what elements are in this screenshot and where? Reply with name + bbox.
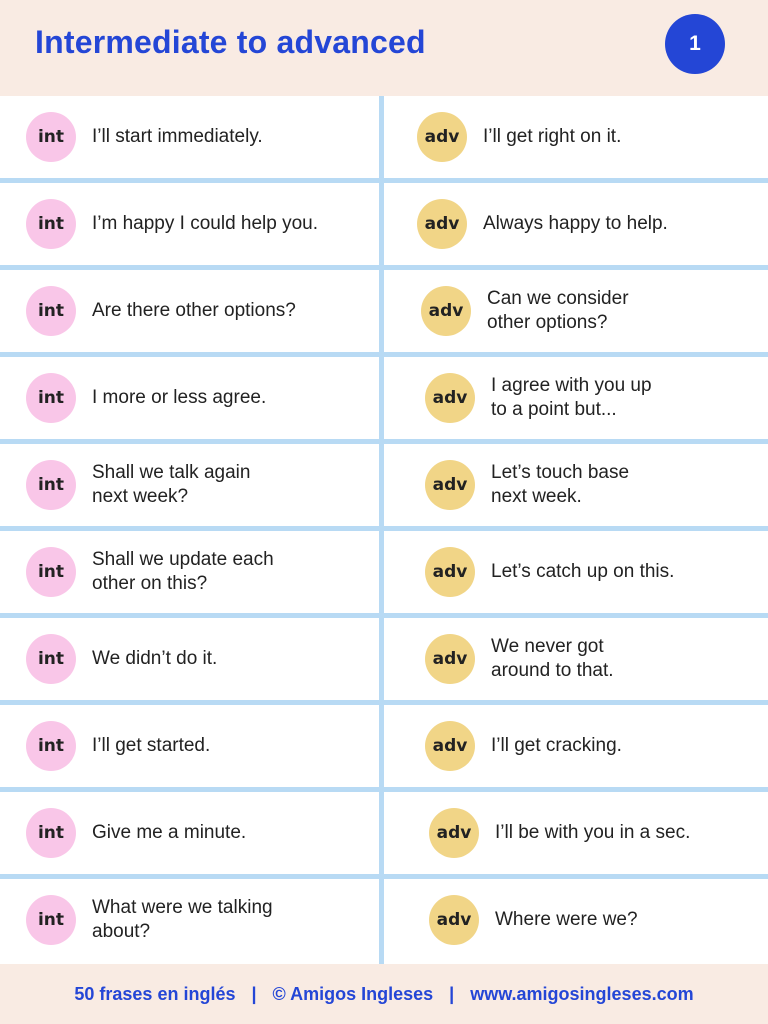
adv-phrase-text: Always happy to help. [483,213,668,234]
adv-badge: adv [429,895,479,945]
adv-badge: adv [417,112,467,162]
int-phrase-row [26,183,376,265]
adv-phrase-row [425,531,760,613]
int-phrase-row [26,531,376,613]
int-phrase-row [26,444,376,526]
adv-badge: adv [417,199,467,249]
adv-phrase-row [429,879,760,961]
adv-phrase-row [417,183,760,265]
int-phrase-row [26,357,376,439]
int-phrase-text: I’ll get started. [92,735,211,756]
adv-phrase-text: Can we consider other options? [487,288,629,333]
page-title: Intermediate to advanced [35,24,426,60]
footer-separator: | [449,983,455,1004]
int-badge: int [26,199,76,249]
int-phrase-text: Shall we update each other on this? [92,549,274,594]
adv-phrase-text: I’ll be with you in a sec. [495,822,691,843]
adv-badge: adv [425,547,475,597]
adv-badge: adv [421,286,471,336]
int-badge: int [26,547,76,597]
page-header [0,0,768,96]
adv-phrase-text: Let’s catch up on this. [491,561,675,582]
adv-phrase-row [425,444,760,526]
footer-website: www.amigosingleses.com [470,983,694,1004]
int-phrase-row [26,618,376,700]
adv-phrase-row [429,792,760,874]
adv-badge: adv [425,373,475,423]
adv-badge: adv [425,721,475,771]
int-phrase-row [26,705,376,787]
phrase-table [0,96,768,964]
adv-badge: adv [429,808,479,858]
int-phrase-row [26,96,376,178]
int-phrase-text: Shall we talk again next week? [92,462,251,507]
int-phrase-text: Give me a minute. [92,822,247,843]
adv-phrase-text: We never got around to that. [491,636,614,681]
footer-title: 50 frases en inglés [74,983,236,1004]
int-badge: int [26,634,76,684]
adv-badge: adv [425,460,475,510]
page-number-badge: 1 [665,14,725,74]
int-badge: int [26,808,76,858]
int-badge: int [26,895,76,945]
adv-phrase-text: Where were we? [495,909,638,930]
int-badge: int [26,373,76,423]
adv-phrase-row [417,96,760,178]
int-phrase-row [26,792,376,874]
adv-phrase-text: Let’s touch base next week. [491,462,630,507]
int-badge: int [26,721,76,771]
int-phrase-text: I’m happy I could help you. [92,213,319,234]
int-phrase-text: We didn’t do it. [92,648,218,669]
adv-badge: adv [425,634,475,684]
adv-phrase-row [425,618,760,700]
int-badge: int [26,460,76,510]
adv-phrase-row [421,270,760,352]
int-phrase-text: What were we talking about? [92,897,273,942]
adv-phrase-text: I’ll get right on it. [483,126,622,147]
int-phrase-text: I more or less agree. [92,387,267,408]
int-phrase-row [26,879,376,961]
int-phrase-text: I’ll start immediately. [92,126,263,147]
footer-copyright: © Amigos Ingleses [272,983,434,1004]
int-phrase-row [26,270,376,352]
int-phrase-text: Are there other options? [92,300,296,321]
int-badge: int [26,286,76,336]
footer-separator: | [251,983,257,1004]
adv-phrase-row [425,357,760,439]
adv-phrase-text: I’ll get cracking. [491,735,622,756]
adv-phrase-row [425,705,760,787]
page-footer [0,964,768,1024]
adv-phrase-text: I agree with you up to a point but... [491,375,652,420]
int-badge: int [26,112,76,162]
